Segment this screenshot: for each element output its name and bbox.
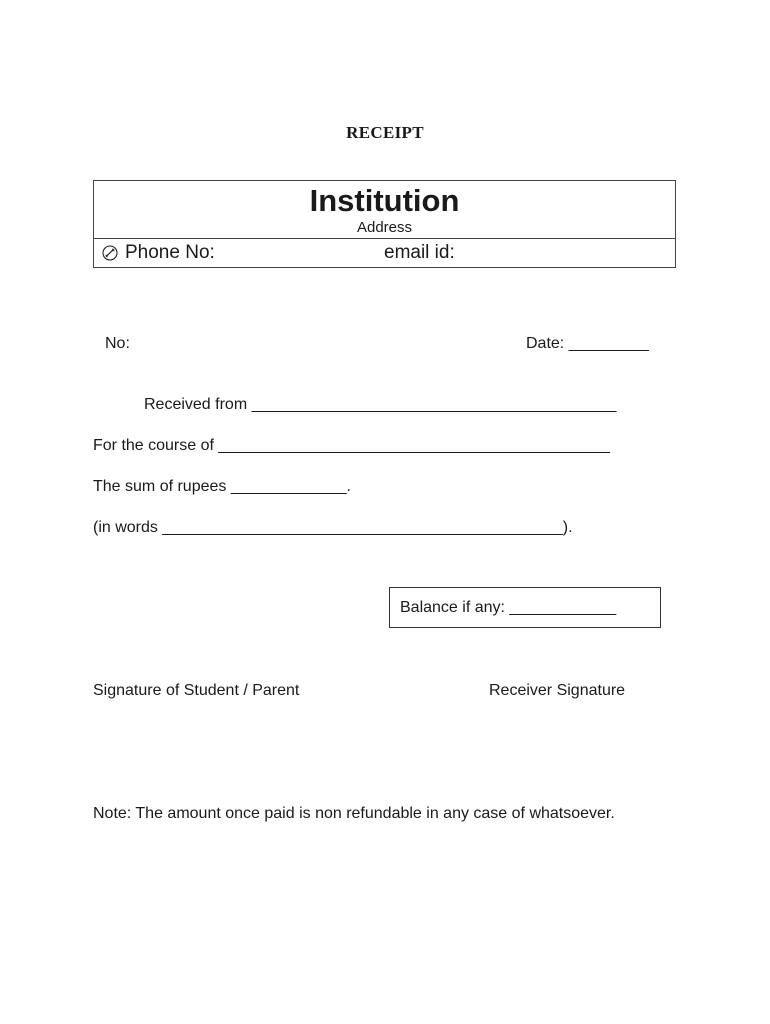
receipt-number-label: No: [105, 335, 130, 352]
student-signature-label: Signature of Student / Parent [93, 682, 300, 699]
amount-in-words-field: (in words _____________________________________________). [93, 519, 573, 536]
institution-name: Institution [309, 183, 460, 218]
institution-header-box [93, 180, 676, 268]
date-field: Date: _________ [526, 335, 649, 352]
phone-row [102, 242, 215, 264]
institution-address: Address [356, 219, 413, 236]
received-from-field: Received from _________________________________________ [144, 396, 617, 413]
receipt-title: RECEIPT [346, 123, 424, 142]
receiver-signature-label: Receiver Signature [489, 682, 626, 699]
course-field: For the course of ____________________________________________ [93, 437, 610, 454]
email-label: email id: [384, 242, 455, 263]
phone-icon [102, 245, 118, 261]
sum-field: The sum of rupees _____________. [93, 478, 351, 495]
header-divider [94, 238, 675, 239]
balance-box: Balance if any: ____________ [389, 587, 661, 628]
refund-note: Note: The amount once paid is non refundable in any case of whatsoever. [93, 805, 615, 822]
phone-label: Phone No: [125, 242, 215, 263]
